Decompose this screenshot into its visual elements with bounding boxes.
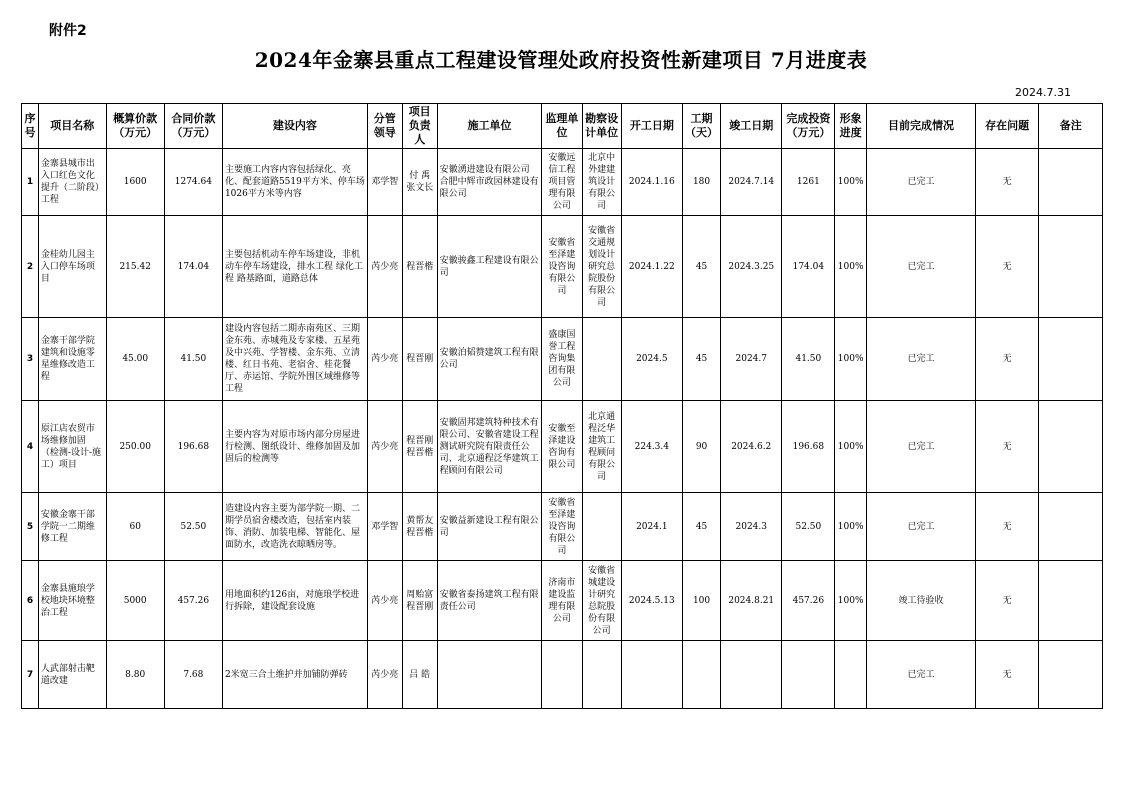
cell-invest: 52.50 xyxy=(782,493,835,561)
cell-invest: 41.50 xyxy=(782,318,835,401)
cell-note xyxy=(1039,641,1103,709)
cell-designer xyxy=(582,318,621,401)
cell-issue: 无 xyxy=(975,216,1038,318)
cell-issue: 无 xyxy=(975,561,1038,641)
cell-days: 45 xyxy=(683,216,721,318)
cell-budget: 215.42 xyxy=(106,216,164,318)
col-header: 项目负责人 xyxy=(402,104,437,149)
cell-budget: 250.00 xyxy=(106,401,164,493)
cell-status: 已完工 xyxy=(867,401,976,493)
cell-invest: 196.68 xyxy=(782,401,835,493)
col-header: 分管领导 xyxy=(367,104,402,149)
cell-invest: 457.26 xyxy=(782,561,835,641)
cell-designer: 安徽省交通规划设计研究总院股份有限公司 xyxy=(582,216,621,318)
cell-content: 造建设内容主要为部学院一期、二期学员宿舍楼改造，包括室内装饰、消防、加装电梯、智能化、屋面防水，改造洗衣晾晒房等。 xyxy=(222,493,367,561)
cell-start-date xyxy=(621,641,682,709)
cell-seq: 3 xyxy=(22,318,39,401)
cell-status: 竣工待验收 xyxy=(867,561,976,641)
attachment-label: 附件2 xyxy=(49,23,87,39)
cell-contract: 457.26 xyxy=(164,561,222,641)
cell-issue: 无 xyxy=(975,401,1038,493)
cell-status: 已完工 xyxy=(867,149,976,216)
col-header: 开工日期 xyxy=(621,104,682,149)
cell-budget: 45.00 xyxy=(106,318,164,401)
cell-days: 90 xyxy=(683,401,721,493)
cell-note xyxy=(1039,493,1103,561)
table-row xyxy=(22,216,1103,318)
cell-project-name: 原江店农贸市场维修加固（检测-设计-施工）项目 xyxy=(38,401,106,493)
col-header: 目前完成情况 xyxy=(867,104,976,149)
cell-invest: 174.04 xyxy=(782,216,835,318)
cell-seq: 2 xyxy=(22,216,39,318)
cell-progress: 100% xyxy=(835,401,867,493)
cell-status: 已完工 xyxy=(867,318,976,401)
cell-finish-date: 2024.7 xyxy=(721,318,782,401)
cell-contract: 7.68 xyxy=(164,641,222,709)
col-header: 概算价款（万元） xyxy=(106,104,164,149)
cell-note xyxy=(1039,318,1103,401)
cell-seq: 4 xyxy=(22,401,39,493)
cell-leader: 芮少亮 xyxy=(367,216,402,318)
cell-progress: 100% xyxy=(835,149,867,216)
cell-project-name: 金寨县施琅学校地块环境整治工程 xyxy=(38,561,106,641)
cell-budget: 1600 xyxy=(106,149,164,216)
cell-supervisor xyxy=(542,641,582,709)
cell-builder: 安徽泊韬赞建筑工程有限公司 xyxy=(437,318,542,401)
cell-contract: 52.50 xyxy=(164,493,222,561)
cell-days: 45 xyxy=(683,318,721,401)
table-header-row xyxy=(22,104,1103,149)
cell-status: 已完工 xyxy=(867,493,976,561)
col-header: 合同价款（万元） xyxy=(164,104,222,149)
cell-designer: 安徽省城建设计研究总院股份有限公司 xyxy=(582,561,621,641)
cell-contract: 196.68 xyxy=(164,401,222,493)
col-header: 施工单位 xyxy=(437,104,542,149)
cell-builder: 安徽骏鑫工程建设有限公司 xyxy=(437,216,542,318)
cell-supervisor: 安徽省至泽建设咨询有限公司 xyxy=(542,216,582,318)
cell-leader: 邓学智 xyxy=(367,149,402,216)
cell-finish-date: 2024.3.25 xyxy=(721,216,782,318)
progress-table xyxy=(21,103,1103,709)
cell-days: 45 xyxy=(683,493,721,561)
cell-progress xyxy=(835,641,867,709)
cell-finish-date: 2024.7.14 xyxy=(721,149,782,216)
col-header: 工期（天） xyxy=(683,104,721,149)
col-header: 建设内容 xyxy=(222,104,367,149)
cell-issue: 无 xyxy=(975,641,1038,709)
cell-supervisor: 安徽省至泽建设咨询有限公司 xyxy=(542,493,582,561)
cell-finish-date xyxy=(721,641,782,709)
cell-budget: 5000 xyxy=(106,561,164,641)
cell-manager: 黄帮友 程晋楷 xyxy=(402,493,437,561)
cell-finish-date: 2024.3 xyxy=(721,493,782,561)
cell-builder: 安徽益新建设工程有限公司 xyxy=(437,493,542,561)
table-row xyxy=(22,318,1103,401)
col-header: 监理单位 xyxy=(542,104,582,149)
cell-project-name: 安徽金寨干部学院一二期维修工程 xyxy=(38,493,106,561)
cell-designer xyxy=(582,641,621,709)
cell-manager: 程晋刚 程晋楷 xyxy=(402,401,437,493)
cell-designer: 北京中外建建筑设计有限公司 xyxy=(582,149,621,216)
cell-seq: 5 xyxy=(22,493,39,561)
cell-project-name: 人武部射击靶道改建 xyxy=(38,641,106,709)
cell-supervisor: 济南市建设监理有限公司 xyxy=(542,561,582,641)
cell-seq: 1 xyxy=(22,149,39,216)
cell-note xyxy=(1039,149,1103,216)
report-date: 2024.7.31 xyxy=(1015,86,1071,99)
cell-days: 180 xyxy=(683,149,721,216)
cell-content: 主要包括机动车停车场建设，非机动车停车场建设，排水工程 绿化工程 路基路面，道路总体 xyxy=(222,216,367,318)
cell-status: 已完工 xyxy=(867,641,976,709)
cell-content: 建设内容包括二期赤南苑区、三期金东苑、赤城苑及专家楼、五星苑及中兴苑、学智楼、金东苑、立清楼、红日书苑、老宿舍、桂花餐厅、赤运馆、学院外围区域维修等工程 xyxy=(222,318,367,401)
cell-leader: 芮少亮 xyxy=(367,318,402,401)
cell-leader: 芮少亮 xyxy=(367,401,402,493)
table-row xyxy=(22,149,1103,216)
col-header: 形象进度 xyxy=(835,104,867,149)
cell-contract: 41.50 xyxy=(164,318,222,401)
cell-supervisor: 安徽远信工程项目管理有限公司 xyxy=(542,149,582,216)
cell-note xyxy=(1039,561,1103,641)
cell-issue: 无 xyxy=(975,149,1038,216)
cell-start-date: 2024.1.22 xyxy=(621,216,682,318)
cell-progress: 100% xyxy=(835,561,867,641)
cell-issue: 无 xyxy=(975,318,1038,401)
cell-start-date: 2024.1.16 xyxy=(621,149,682,216)
page-title: 2024年金寨县重点工程建设管理处政府投资性新建项目 7月进度表 xyxy=(254,48,868,72)
cell-designer: 北京通程泛华建筑工程顾问有限公司 xyxy=(582,401,621,493)
cell-start-date: 2024.5 xyxy=(621,318,682,401)
cell-builder: 安徽固邦建筑特种技术有限公司、安徽省建设工程测试研究院有限责任公司、北京通程泛华建筑工程顾问有限公司 xyxy=(437,401,542,493)
col-header: 存在问题 xyxy=(975,104,1038,149)
cell-builder: 安徽省泰扬建筑工程有限责任公司 xyxy=(437,561,542,641)
cell-progress: 100% xyxy=(835,216,867,318)
cell-project-name: 金寨干部学院建筑和设施零星维修改造工程 xyxy=(38,318,106,401)
cell-designer xyxy=(582,493,621,561)
cell-contract: 1274.64 xyxy=(164,149,222,216)
cell-project-name: 金桂幼儿园主入口停车场项目 xyxy=(38,216,106,318)
cell-budget: 8.80 xyxy=(106,641,164,709)
cell-content: 用地面积约126亩，对施琅学校进行拆除，建设配套设施 xyxy=(222,561,367,641)
col-header: 完成投资（万元） xyxy=(782,104,835,149)
cell-note xyxy=(1039,401,1103,493)
cell-leader: 邓学智 xyxy=(367,493,402,561)
cell-contract: 174.04 xyxy=(164,216,222,318)
col-header: 竣工日期 xyxy=(721,104,782,149)
cell-issue: 无 xyxy=(975,493,1038,561)
cell-content: 主要施工内容内容包括绿化、亮化、配套道路5519平方米、停车场1026平方米等内容 xyxy=(222,149,367,216)
cell-seq: 7 xyxy=(22,641,39,709)
cell-manager: 周贻富 程晋刚 xyxy=(402,561,437,641)
cell-manager: 吕 皓 xyxy=(402,641,437,709)
cell-days: 100 xyxy=(683,561,721,641)
cell-finish-date: 2024.6.2 xyxy=(721,401,782,493)
cell-content: 2米宽三合土维护并加铺防弹砖 xyxy=(222,641,367,709)
cell-status: 已完工 xyxy=(867,216,976,318)
table-row xyxy=(22,561,1103,641)
cell-leader: 芮少亮 xyxy=(367,561,402,641)
cell-manager: 付 禹 张文长 xyxy=(402,149,437,216)
cell-manager: 程晋楷 xyxy=(402,216,437,318)
cell-note xyxy=(1039,216,1103,318)
table-row xyxy=(22,493,1103,561)
cell-progress: 100% xyxy=(835,493,867,561)
cell-start-date: 2024.1 xyxy=(621,493,682,561)
table-row xyxy=(22,401,1103,493)
cell-supervisor: 盛康国誉工程咨询集团有限公司 xyxy=(542,318,582,401)
cell-project-name: 金寨县城市出入口红色文化提升（二阶段）工程 xyxy=(38,149,106,216)
cell-leader: 芮少亮 xyxy=(367,641,402,709)
cell-content: 主要内容为对原市场内部分房屋进行检测、图纸设计、维修加固及加固后的检测等 xyxy=(222,401,367,493)
cell-invest xyxy=(782,641,835,709)
cell-start-date: 2024.5.13 xyxy=(621,561,682,641)
col-header: 备注 xyxy=(1039,104,1103,149)
cell-finish-date: 2024.8.21 xyxy=(721,561,782,641)
col-header: 勘察设计单位 xyxy=(582,104,621,149)
col-header: 序号 xyxy=(22,104,39,149)
cell-builder: 安徽湧进建设有限公司 合肥中辉市政园林建设有限公司 xyxy=(437,149,542,216)
cell-builder xyxy=(437,641,542,709)
table-row xyxy=(22,641,1103,709)
col-header: 项目名称 xyxy=(38,104,106,149)
cell-progress: 100% xyxy=(835,318,867,401)
cell-days xyxy=(683,641,721,709)
cell-budget: 60 xyxy=(106,493,164,561)
cell-invest: 1261 xyxy=(782,149,835,216)
cell-seq: 6 xyxy=(22,561,39,641)
cell-manager: 程晋刚 xyxy=(402,318,437,401)
cell-supervisor: 安徽至泽建设咨询有限公司 xyxy=(542,401,582,493)
cell-start-date: 224.3.4 xyxy=(621,401,682,493)
